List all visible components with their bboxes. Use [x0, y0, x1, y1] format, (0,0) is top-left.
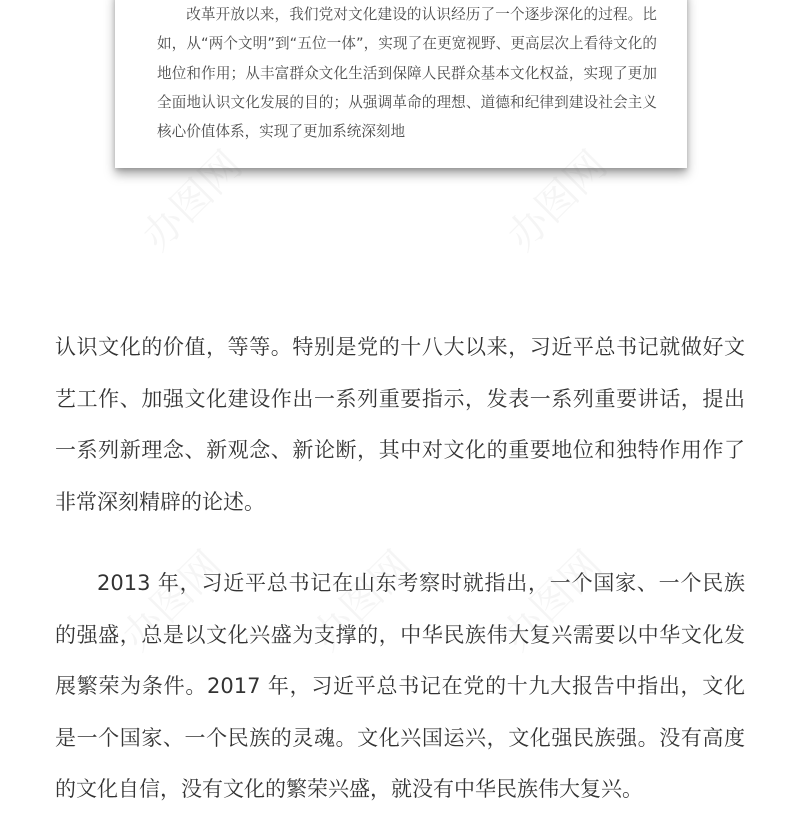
watermark: 办图网 — [303, 542, 422, 660]
body-paragraph-1: 认识文化的价值，等等。特别是党的十八大以来，习近平总书记就做好文艺工作、加强文化建设作出一系列重要指示，发表一系列重要讲话，提出一系列新理念、新观念、新论断，其中对文化的重要地位和独特作用作了非常深刻精辟的论述。 — [55, 335, 745, 514]
watermark: 办图网 — [113, 542, 232, 660]
watermark: 办图网 — [493, 542, 612, 660]
quote-card-text: 改革开放以来，我们党对文化建设的认识经历了一个逐步深化的过程。比如，从“两个文明”到“五位一体”，实现了在更宽视野、更高层次上看待文化的地位和作用；从丰富群众文化生活到保障人民群众基本文化权益，实现了更加全面地认识文化发展的目的；从强调革命的理想、道德和纪律到建设社会主义核心价值体系，实现了更加系统深刻地 — [157, 6, 657, 141]
watermark: 办图网 — [498, 142, 617, 260]
watermark: 办图网 — [133, 142, 252, 260]
body-paragraph-2: 2013 年，习近平总书记在山东考察时就指出，一个国家、一个民族的强盛，总是以文化兴盛为支撑的，中华民族伟大复兴需要以中华文化发展繁荣为条件。2017 年，习近平总书记在党的十九大报告中指出，文化是一个国家、一个民族的灵魂。文化兴国运兴，文化强民族强。没有高度的文化自信，没有文化的繁荣兴盛，就没有中华民族伟大复兴。 — [55, 571, 745, 802]
quote-card — [115, 0, 687, 168]
